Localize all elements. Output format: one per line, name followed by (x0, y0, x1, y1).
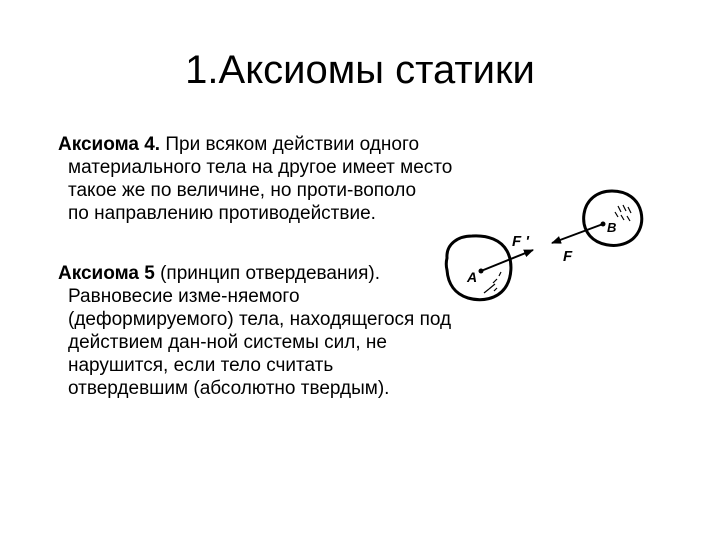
axiom-5-line-4: действием дан-ной системы сил, не (68, 332, 387, 353)
axiom-5-line-6: отвердевшим (абсолютно твердым). (68, 378, 390, 399)
axiom-5-line-1-rest: (принцип отвердевания). (154, 263, 380, 284)
axiom-5-line-5: нарушится, если тело считать (68, 355, 334, 376)
slide-title: 1.Аксиомы статики (185, 48, 535, 92)
body-a-outline (446, 236, 511, 300)
axiom-4-line-1-rest: При всяком действии одного (160, 134, 420, 155)
body-b (584, 191, 642, 245)
axiom-5-lead: Аксиома 5 (58, 263, 155, 284)
axiom-4-line-3: такое же по величине, но проти-вополо (68, 180, 417, 201)
axiom-4-lead: Аксиома 4. (58, 134, 161, 155)
axiom-5-line-2: Равновесие изме-няемого (68, 286, 300, 307)
label-f-prime: F ' (512, 233, 529, 250)
body-a (446, 236, 511, 300)
axiom-4-line-2: материального тела на другое имеет место (68, 157, 453, 178)
label-b: B (607, 220, 617, 235)
body-b-outline (584, 191, 642, 245)
label-a: A (467, 269, 478, 285)
label-f: F (563, 248, 573, 265)
axiom-4-line-4: по направлению противодействие. (68, 203, 376, 224)
axiom-5-line-3: (деформируемого) тела, находящегося под (68, 309, 452, 330)
